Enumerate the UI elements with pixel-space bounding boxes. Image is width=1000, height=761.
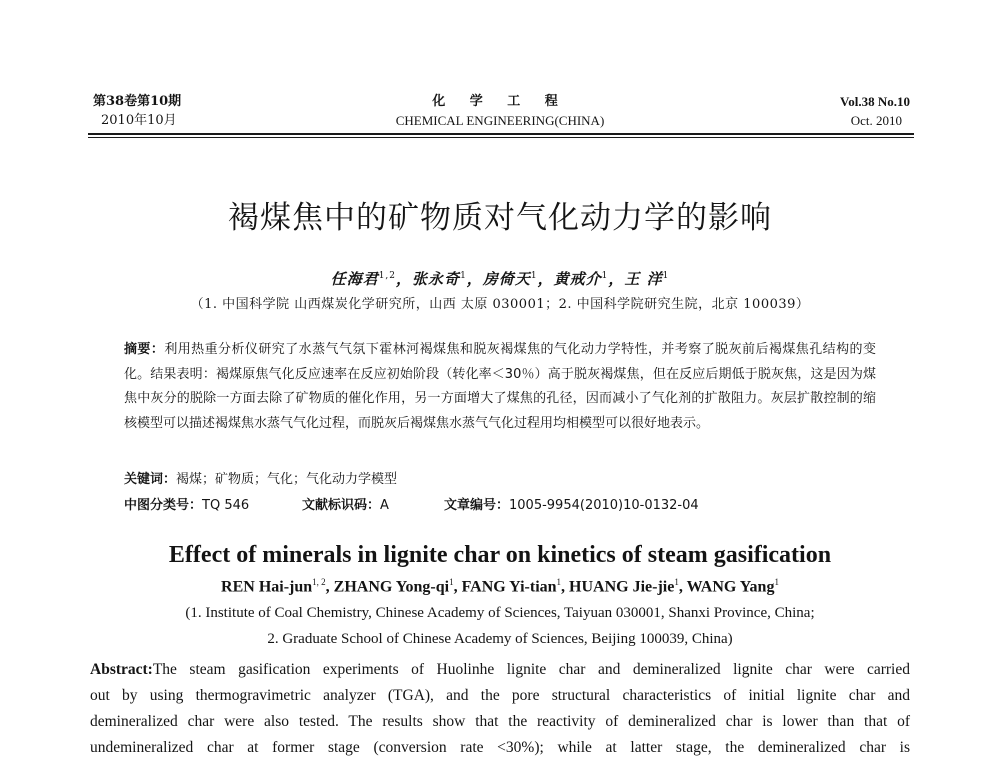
affiliation-en-1: (1. Institute of Coal Chemistry, Chinese Academy of Sciences, Taiyuan 030001, Shanxi Province, China; bbox=[185, 605, 815, 621]
abstract-en-line: undemineralized char at former stage (conversion rate <30%); while at latter stage, the demineralized char is bbox=[90, 739, 910, 756]
issue-date-en: Oct. 2010 bbox=[850, 113, 902, 128]
cn-author-name: 黄戒介 bbox=[553, 270, 602, 288]
article-no-value: 1005-9954(2010)10-0132-04 bbox=[509, 498, 699, 513]
cn-author-separator: ， bbox=[396, 270, 413, 288]
cn-author-affiliation-mark: 1,2 bbox=[378, 271, 397, 281]
en-author-name: REN Hai-jun bbox=[221, 578, 313, 596]
en-author-separator: , bbox=[561, 578, 570, 596]
en-author-name: HUANG Jie-jie bbox=[569, 578, 675, 596]
article-no-label: 文章编号： bbox=[444, 498, 510, 513]
abstract-text-cn: 利用热重分析仪研究了水蒸气气氛下霍林河褐煤焦和脱灰褐煤焦的气化动力学特性，并考察了脱灰前后褐煤焦孔结构的变化。结果表明：褐煤原焦气化反应速率在反应初始阶段（转化率＜30％）高于脱灰褐煤焦，但在反应后期低于脱灰焦，这是因为煤焦中灰分的脱除一方面去除了矿物质的催化作用，另一方面增大了煤焦的孔径，因而减小了气化剂的扩散阻力。灰层扩散控制的缩核模型可以描述褐煤焦水蒸气气化过程，而脱灰后褐煤焦水蒸气气化过程用均相模型可以很好地表示。 bbox=[124, 342, 876, 431]
abstract-en-line bbox=[90, 657, 910, 683]
cn-author-separator: ， bbox=[466, 270, 483, 288]
abstract-label-cn: 摘要： bbox=[124, 342, 165, 357]
abstract-en-line: demineralized char were also tested. The results show that the reactivity of demineralized char is lower than that of bbox=[90, 713, 910, 730]
en-author-name: WANG Yang bbox=[686, 578, 775, 596]
doc-code-label: 文献标识码： bbox=[302, 498, 381, 513]
en-author-name: FANG Yi-tian bbox=[461, 578, 557, 596]
classification-line bbox=[124, 494, 884, 513]
en-author-name: ZHANG Yong-qi bbox=[333, 578, 450, 596]
clc-number bbox=[124, 494, 302, 513]
cn-author-affiliation-mark: 1 bbox=[662, 271, 670, 281]
abstract-en bbox=[90, 657, 910, 761]
clc-label: 中图分类号： bbox=[124, 498, 203, 513]
cn-author-name: 王 洋 bbox=[624, 270, 663, 288]
journal-issue-info-en bbox=[840, 92, 910, 130]
cn-author-name: 任海君 bbox=[330, 270, 379, 288]
cn-author-name: 房倚天 bbox=[482, 270, 531, 288]
en-author-separator: , bbox=[325, 578, 334, 596]
abstract-label-en: Abstract: bbox=[90, 661, 153, 678]
volume-issue: 第38卷第10期 bbox=[93, 94, 182, 109]
en-author-affiliation-mark: 1 bbox=[556, 577, 562, 587]
article-number bbox=[444, 494, 699, 513]
paper-title-en: Effect of minerals in lignite char on kinetics of steam gasification bbox=[168, 542, 832, 568]
volume-issue-en: Vol.38 No.10 bbox=[840, 94, 910, 109]
author-list-en bbox=[0, 577, 1000, 596]
en-author-affiliation-mark: 1 bbox=[674, 577, 679, 587]
author-list-cn bbox=[0, 268, 1000, 289]
cn-author-name: 张永奇 bbox=[412, 270, 461, 288]
abstract-en-line: out by using thermogravimetric analyzer (TGA), and the pore structural characteristics of initial lignite char and bbox=[90, 687, 910, 704]
keywords-text: 褐煤；矿物质；气化；气化动力学模型 bbox=[176, 472, 398, 487]
journal-name-en: CHEMICAL ENGINEERING(CHINA) bbox=[395, 113, 605, 128]
en-author-separator: , bbox=[453, 578, 462, 596]
paper-title-cn: 褐煤焦中的矿物质对气化动力学的影响 bbox=[228, 200, 772, 236]
affiliation-cn: （1. 中国科学院 山西煤炭化学研究所，山西 太原 030001；2. 中国科学院研究生院，北京 100039） bbox=[190, 297, 810, 312]
header-rule-thick bbox=[88, 133, 914, 135]
cn-author-affiliation-mark: 1 bbox=[460, 271, 467, 281]
cn-author-affiliation-mark: 1 bbox=[601, 271, 609, 281]
abstract-cn bbox=[124, 338, 876, 436]
affiliation-en-2: 2. Graduate School of Chinese Academy of Sciences, Beijing 100039, China) bbox=[267, 631, 733, 647]
doc-code-value: A bbox=[380, 498, 389, 513]
cn-author-separator: ， bbox=[608, 270, 625, 288]
cn-author-separator: ， bbox=[537, 270, 554, 288]
keywords-cn bbox=[124, 468, 397, 487]
document-code bbox=[302, 494, 444, 513]
header-rule-thin bbox=[88, 137, 914, 138]
cn-author-affiliation-mark: 1 bbox=[530, 271, 538, 281]
issue-date: 2010年10月 bbox=[101, 113, 177, 128]
journal-name-cn: 化 学 工 程 bbox=[432, 94, 568, 109]
keywords-label: 关键词： bbox=[124, 472, 177, 487]
en-author-separator: , bbox=[678, 578, 687, 596]
abstract-en-text: The steam gasification experiments of Huolinhe lignite char and demineralized lignite char were carried bbox=[152, 661, 910, 678]
en-author-affiliation-mark: 1 bbox=[774, 577, 779, 587]
en-author-affiliation-mark: 1, 2 bbox=[312, 577, 326, 587]
clc-value: TQ 546 bbox=[202, 498, 250, 513]
en-author-affiliation-mark: 1 bbox=[449, 577, 454, 587]
